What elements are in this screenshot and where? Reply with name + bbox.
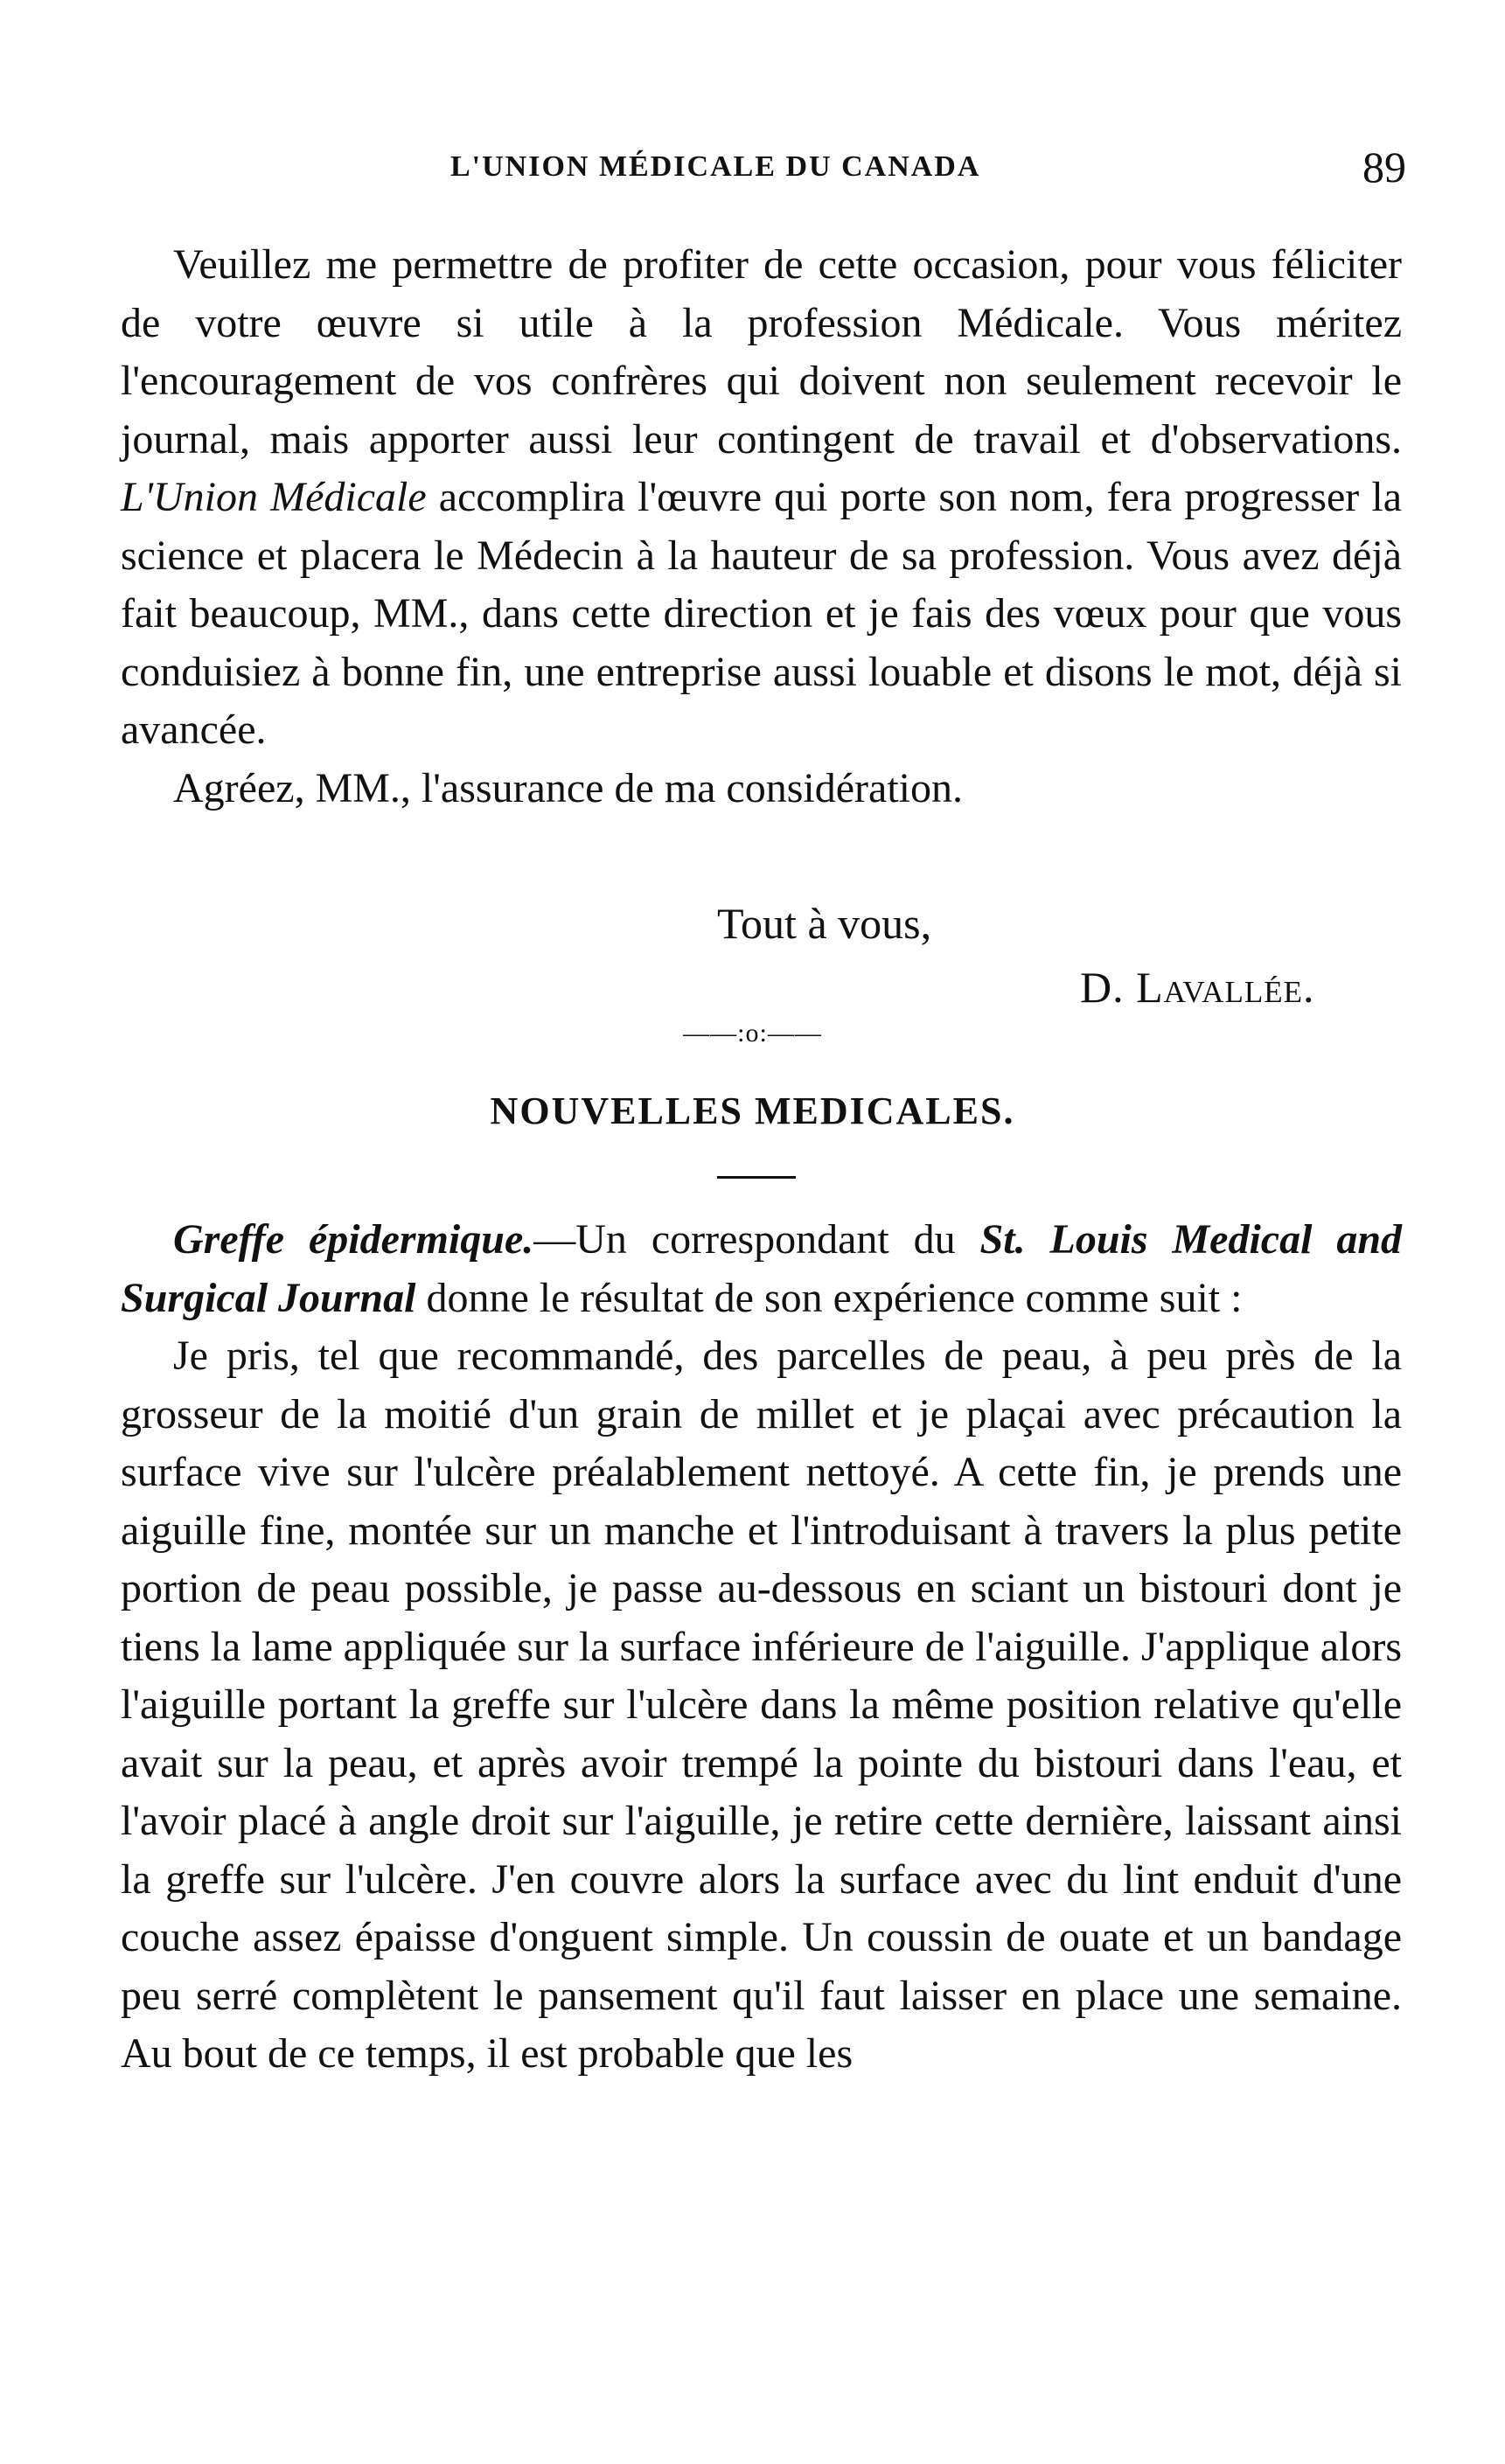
letter-signature: D. Lavallée. (1080, 963, 1315, 1012)
news-paragraph-2: Je pris, tel que recommandé, des parcelles de peau, à peu près de la grosseur de la moitié d'un grain de millet et je plaçai avec précaution la surface vive sur l'ulcère préalablement nettoyé. A cette fin, je prends une aiguille fine, montée sur un manche et l'introduisant à travers la plus petite portion de peau possible, je passe au-dessous en sciant un bistouri dont je tiens la lame appliquée sur la surface inférieure de l'aiguille. J'applique alors l'aiguille portant la greffe sur l'ulcère dans la même position relative qu'elle avait sur la peau, et après avoir trempé la pointe du bistouri dans l'eau, et l'avoir placé à angle droit sur l'aiguille, je retire cette dernière, laissant ainsi la greffe sur l'ulcère. J'en couvre alors la surface avec du lint enduit d'une couche assez épaisse d'onguent simple. Un coussin de ouate et un bandage peu serré complètent le pansement qu'il faut laisser en place une semaine. Au bout de ce temps, il est probable que les (121, 1333, 1402, 2077)
letter-closing: Tout à vous, (717, 899, 932, 948)
running-head (0, 142, 1505, 194)
news-text-continued: donne le résultat de son expérience comme suit : (426, 1274, 1243, 1321)
letter-paragraph (121, 236, 1402, 760)
section-title: NOUVELLES MEDICALES. (490, 1089, 1015, 1132)
section-separator: ——:o:—— (683, 1019, 822, 1048)
letter-text: Veuillez me permettre de profiter de cette occasion, pour vous féliciter de votre œuvre si utile à la profession Médicale. Vous méritez l'encouragement de vos confrères qui doivent non seulement recevoir le journal, mais apporter aussi leur contingent de travail et d'observations. (121, 241, 1402, 463)
page-number: 89 (1362, 143, 1406, 191)
news-text: —Un correspondant du (533, 1216, 956, 1263)
news-paragraph (121, 1211, 1402, 1327)
letter-closing-paragraph: Agréez, MM., l'assurance de ma considération. (173, 764, 963, 811)
news-body (121, 1211, 1402, 2084)
title-rule (717, 1176, 796, 1179)
article-run-in-title: Greffe épidermique. (173, 1216, 534, 1263)
journal-name: St. Louis Medical and Surgical Journal (121, 1216, 1403, 1321)
letter-text-continued: accomplira l'œuvre qui porte son nom, fera progresser la science et placera le Médecin à la hauteur de sa profession. Vous avez déjà fait beaucoup, MM., dans cette direction et je fais des vœux pour que vous conduisiez à bonne fin, une entreprise aussi louable et disons le mot, déjà si avancée. (121, 474, 1403, 753)
journal-title: L'Union Médicale (121, 474, 427, 520)
letter-body (121, 236, 1402, 818)
running-title: L'UNION MÉDICALE DU CANADA (450, 150, 981, 183)
